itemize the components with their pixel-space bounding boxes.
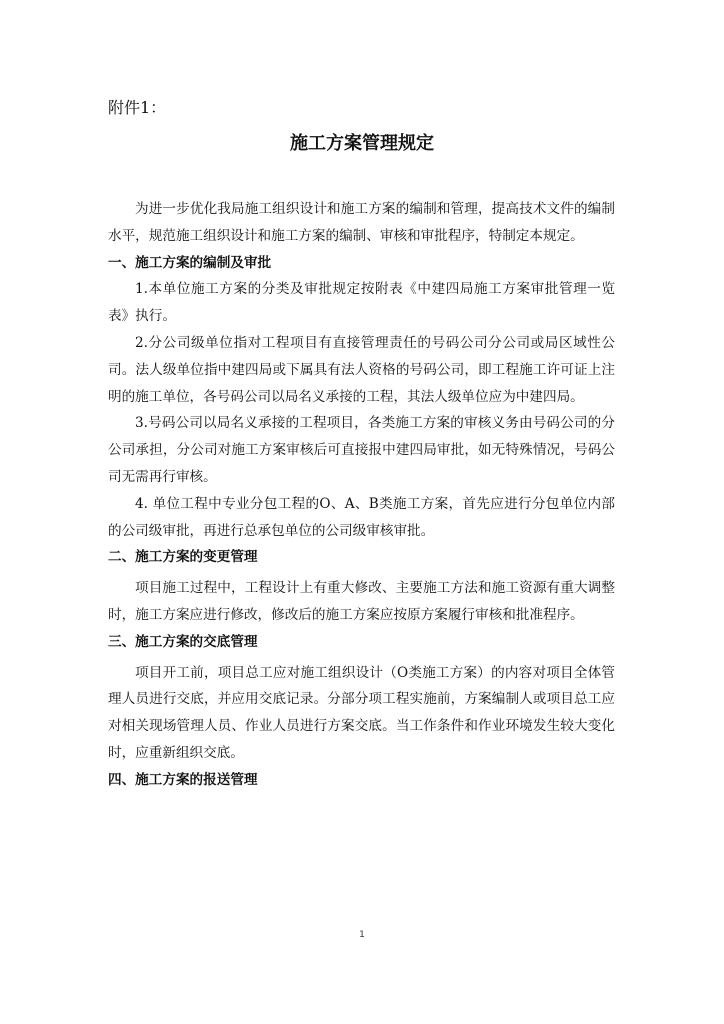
section-heading-3: 三、施工方案的交底管理 [108, 633, 258, 650]
section-3-paragraph-1: 项目开工前，项目总工应对施工组织设计（O类施工方案）的内容对项目全体管理人员进行交底，并应用交底记录。分部分项工程实施前，方案编制人或项目总工应对相关现场管理人员、作业人员进行方案交底。当工作条件和作业环境发生较大变化时，应重新组织交底。 [108, 664, 615, 761]
section-heading-2: 二、施工方案的变更管理 [108, 549, 258, 566]
section-1-paragraph-2: 2.分公司级单位指对工程项目有直接管理责任的号码公司分公司或局区域性公司。法人级单位指中建四局或下属具有法人资格的号码公司，即工程施工许可证上注明的施工单位，各号码公司以局名义承接的工程，其法人级单位应为中建四局。 [108, 334, 615, 405]
section-1-paragraph-1: 1.本单位施工方案的分类及审批规定按附表《中建四局施工方案审批管理一览表》执行。 [108, 281, 615, 325]
section-2-paragraph-1: 项目施工过程中，工程设计上有重大修改、主要施工方法和施工资源有重大调整时，施工方案应进行修改，修改后的施工方案应按原方案履行审核和批准程序。 [108, 580, 615, 623]
section-1-paragraph-4: 4. 单位工程中专业分包工程的O、A、B类施工方案，首先应进行分包单位内部的公司级审批，再进行总承包单位的公司级审核审批。 [108, 495, 615, 539]
section-heading-4: 四、施工方案的报送管理 [108, 771, 258, 788]
intro-paragraph: 为进一步优化我局施工组织设计和施工方案的编制和管理，提高技术文件的编制水平，规范施工组织设计和施工方案的编制、审核和审批程序，特制定本规定。 [108, 201, 615, 244]
page-number: 1 [359, 930, 365, 940]
section-1-paragraph-3: 3.号码公司以局名义承接的工程项目，各类施工方案的审核义务由号码公司的分公司承担，分公司对施工方案审核后可直接报中建四局审批，如无特殊情况，号码公司无需再行审核。 [108, 415, 615, 485]
section-heading-1: 一、施工方案的编制及审批 [108, 254, 272, 271]
document-body [108, 196, 615, 794]
document-title: 施工方案管理规定 [290, 133, 434, 154]
attachment-label: 附件1： [108, 98, 167, 117]
